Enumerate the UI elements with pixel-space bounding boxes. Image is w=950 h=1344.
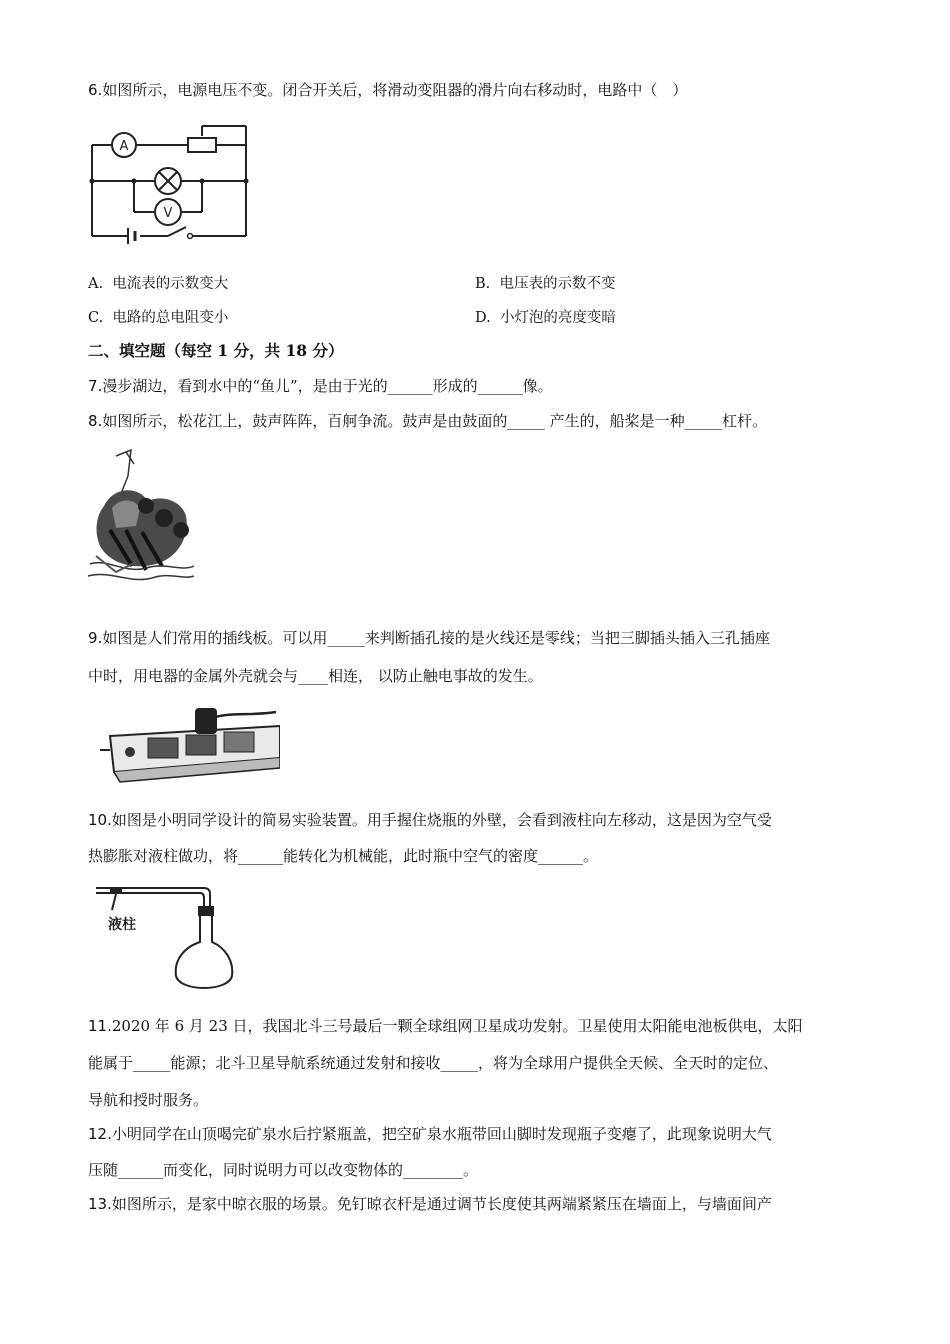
q11-text-1: 2020 年 6 月 23 日，我国北斗三号最后一颗全球组网卫星成功发射。卫星使用太阳能电池板供电，太阳 <box>111 1017 803 1035</box>
q6-number: 6. <box>88 81 103 99</box>
q13-line1 <box>88 1194 772 1214</box>
option-label: D. <box>475 310 491 326</box>
option-text: 电压表的示数不变 <box>499 276 616 292</box>
q6-stem <box>88 80 687 100</box>
q7-text: 漫步湖边，看到水中的“鱼儿”，是由于光的______形成的______像。 <box>102 377 553 395</box>
q6-option-b[interactable] <box>475 274 615 294</box>
q12-text-1: 小明同学在山顶喝完矿泉水后拧紧瓶盖，把空矿泉水瓶带回山脚时发现瓶子变瘪了，此现象说明大气 <box>111 1125 772 1143</box>
q9-number: 9. <box>88 629 103 647</box>
q6-option-a[interactable] <box>88 274 228 294</box>
q7-number: 7. <box>88 377 103 395</box>
q9-line1 <box>88 628 770 648</box>
q11-line2: 能属于_____能源；北斗卫星导航系统通过发射和接收_____，将为全球用户提供全天候、全天时的定位、 <box>88 1054 779 1072</box>
q10-text-1: 如图是小明同学设计的简易实验装置。用手握住烧瓶的外壁，会看到液柱向左移动，这是因为空气受 <box>111 811 772 829</box>
q6-option-c[interactable] <box>88 308 228 328</box>
q7 <box>88 376 553 396</box>
q10-number: 10. <box>88 811 112 829</box>
q11-line1 <box>88 1016 803 1036</box>
option-label: B. <box>475 276 491 292</box>
q11-number: 11. <box>88 1017 112 1035</box>
q9-text-1: 如图是人们常用的插线板。可以用_____来判断插孔接的是火线还是零线；当把三脚插头插入三孔插座 <box>102 629 770 647</box>
voltmeter-label: V <box>163 206 173 221</box>
q13-number: 13. <box>88 1195 112 1213</box>
liquid-column-label: 液柱 <box>108 917 136 933</box>
section-heading: 二、填空题（每空 1 分，共 18 分） <box>88 341 344 360</box>
q6-text: 如图所示，电源电压不变。闭合开关后，将滑动变阻器的滑片向右移动时，电路中（ ） <box>102 81 688 99</box>
q9-line2: 中时，用电器的金属外壳就会与____相连， 以防止触电事故的发生。 <box>88 667 543 685</box>
q12-line2: 压随______而变化，同时说明力可以改变物体的________。 <box>88 1161 479 1179</box>
power-strip-image <box>100 700 280 788</box>
option-text: 小灯泡的亮度变暗 <box>499 310 616 326</box>
option-text: 电路的总电阻变小 <box>112 310 229 326</box>
option-label: C. <box>88 310 104 326</box>
q11-line3: 导航和授时服务。 <box>88 1091 209 1109</box>
q12-number: 12. <box>88 1125 112 1143</box>
q10-line1 <box>88 810 772 830</box>
dragon-boat-image <box>86 446 196 588</box>
ammeter-label: A <box>119 139 129 154</box>
q8-number: 8. <box>88 412 103 430</box>
q8 <box>88 411 767 431</box>
q12-line1 <box>88 1124 772 1144</box>
flask-apparatus-image <box>96 880 236 995</box>
option-label: A. <box>88 276 104 292</box>
q10-line2: 热膨胀对液柱做功，将______能转化为机械能，此时瓶中空气的密度______。 <box>88 847 599 865</box>
q6-option-d[interactable] <box>475 308 616 328</box>
q13-text-1: 如图所示，是家中晾衣服的场景。免钉晾衣杆是通过调节长度使其两端紧紧压在墙面上，与墙面间产 <box>111 1195 772 1213</box>
q6-circuit-diagram <box>88 118 253 248</box>
option-text: 电流表的示数变大 <box>112 276 229 292</box>
q8-text: 如图所示，松花江上，鼓声阵阵，百舸争流。鼓声是由鼓面的_____ 产生的，船桨是一种_____杠杆。 <box>102 412 768 430</box>
